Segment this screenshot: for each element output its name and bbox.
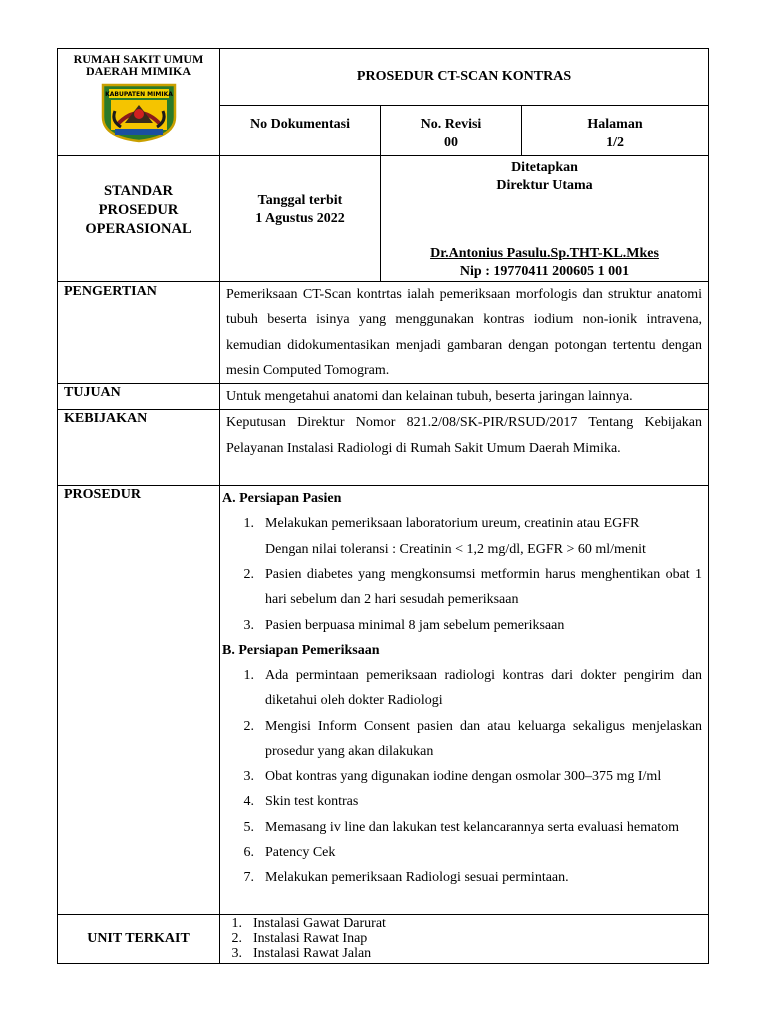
part-a-list [220, 511, 702, 637]
kebijakan-label: KEBIJAKAN [58, 410, 220, 486]
sop-cell [58, 156, 220, 282]
hospital-cell [58, 49, 220, 156]
list-item: 3. Obat kontras yang digunakan iodine dengan osmolar 300–375 mg I/ml [243, 769, 662, 785]
unit-list [220, 916, 708, 961]
logo-top-text: KABUPATEN MIMIKA [104, 91, 173, 98]
sop-line-3: OPERASIONAL [85, 221, 192, 237]
kebijakan-text: Keputusan Direktur Nomor 821.2/08/SK-PIR/RSUD/2017 Tentang Kebijakan Pelayanan Instalasi Radiologi di Rumah Sakit Umum Daerah Mimika. [220, 410, 709, 486]
part-b-title: B. Persiapan Pemeriksaan [222, 642, 380, 658]
doc-no-label: No Dokumentasi [220, 106, 381, 156]
list-item: 1. Melakukan pemeriksaan laboratorium ureum, creatinin atau EGFR Dengan nilai toleransi : Creatinin < 1,2 mg/dl, EGFR > 60 ml/menit [243, 516, 646, 557]
revision-label: No. Revisi [420, 117, 482, 132]
list-item: 1. Instalasi Gawat Darurat [231, 916, 386, 932]
unit-terkait-label: UNIT TERKAIT [58, 915, 220, 964]
prosedur-label: PROSEDUR [58, 486, 220, 915]
list-item: 7. Melakukan pemeriksaan Radiologi sesuai permintaan. [243, 870, 569, 886]
list-item: 5. Memasang iv line dan lakukan test kelancarannya serta evaluasi hematom [243, 819, 680, 835]
approved-role: Direktur Utama [496, 178, 593, 193]
page-label: Halaman [587, 117, 643, 132]
sop-table [57, 48, 709, 964]
tujuan-label: TUJUAN [58, 384, 220, 410]
signatory-name: Dr.Antonius Pasulu.Sp.THT-KL.Mkes [430, 246, 659, 261]
approved-label: Ditetapkan [511, 160, 578, 175]
pengertian-text: Pemeriksaan CT-Scan kontrtas ialah pemeriksaan morfologis dan struktur anatomi tubuh beserta isinya yang menggunakan kontras iodium non-ionik intravena, kemudian didokumentasikan menjadi gambaran dengan potongan tertentu dengan mesin Computed Tomogram. [220, 282, 709, 384]
part-a-title: A. Persiapan Pasien [222, 491, 342, 507]
issue-date: 1 Agustus 2022 [255, 211, 345, 226]
revision-cell [381, 106, 522, 156]
list-item: 4. Skin test kontras [243, 794, 359, 810]
list-item: 6. Patency Cek [243, 845, 336, 861]
sop-line-2: PROSEDUR [98, 202, 179, 218]
page-cell [522, 106, 709, 156]
list-item: 2. Pasien diabetes yang mengkonsumsi metformin harus menghentikan obat 1 hari sebelum dan 2 hari sesudah pemeriksaan [243, 567, 703, 608]
list-item: 2. Instalasi Rawat Inap [231, 931, 368, 947]
list-item: 1. Ada permintaan pemeriksaan radiologi kontras dari dokter pengirim dan diketahui oleh dokter Radiologi [243, 667, 703, 709]
list-item: 3. Pasien berpuasa minimal 8 jam sebelum pemeriksaan [243, 617, 565, 633]
sop-line-1: STANDAR [103, 183, 174, 199]
list-item: 3. Instalasi Rawat Jalan [231, 946, 372, 962]
document-title: PROSEDUR CT-SCAN KONTRAS [220, 49, 709, 106]
approval-cell [381, 156, 709, 282]
mimika-regency-logo [97, 81, 181, 143]
unit-terkait-cell [220, 915, 709, 964]
hospital-name: RUMAH SAKIT UMUM DAERAH MIMIKA [73, 52, 204, 78]
issue-label: Tanggal terbit [257, 193, 343, 208]
part-b-list [220, 663, 702, 891]
issue-cell [220, 156, 381, 282]
signatory-nip: Nip : 19770411 200605 1 001 [459, 264, 630, 279]
list-item: 2. Mengisi Inform Consent pasien dan atau keluarga sekaligus menjelaskan prosedur yang akan dilakukan [243, 718, 703, 759]
revision-value: 00 [444, 135, 458, 150]
pengertian-label: PENGERTIAN [58, 282, 220, 384]
prosedur-cell [220, 486, 709, 915]
page-value: 1/2 [606, 135, 624, 150]
tujuan-text: Untuk mengetahui anatomi dan kelainan tubuh, beserta jaringan lainnya. [220, 384, 709, 410]
